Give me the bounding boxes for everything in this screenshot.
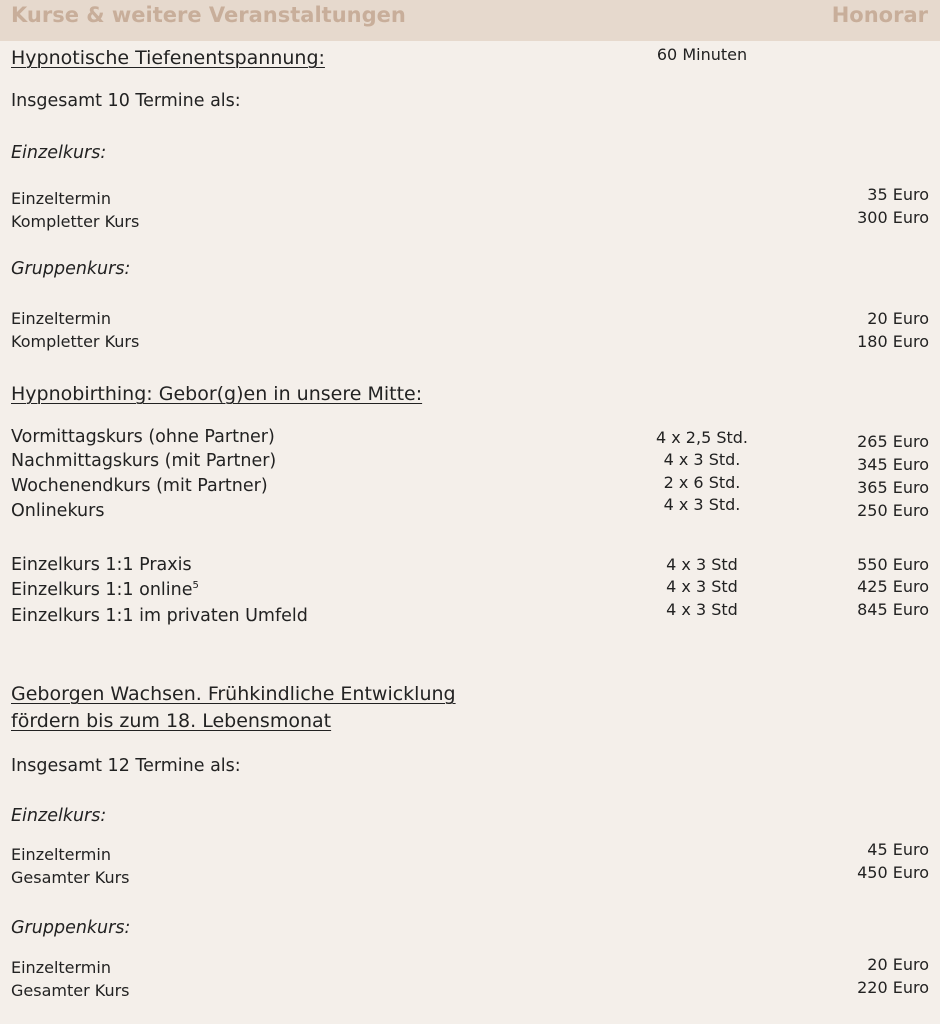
course-price: 250 Euro <box>857 501 929 520</box>
header-honorar: Honorar <box>831 3 928 27</box>
course-name: Onlinekurs <box>11 501 105 521</box>
section-heading-geborgen-line2: fördern bis zum 18. Lebensmonat <box>11 710 332 732</box>
course-duration: 2 x 6 Std. <box>663 473 741 492</box>
row-label: Kompletter Kurs <box>11 212 140 231</box>
footnote-marker: 5 <box>192 580 199 592</box>
row-price: 220 Euro <box>857 978 929 997</box>
course-name: Nachmittagskurs (mit Partner) <box>11 451 277 471</box>
row-price: 180 Euro <box>857 332 929 351</box>
subheading-einzelkurs: Einzelkurs: <box>11 143 107 163</box>
course-duration: 4 x 3 Std <box>666 577 738 596</box>
row-label: Kompletter Kurs <box>11 332 140 351</box>
course-duration: 4 x 3 Std. <box>663 495 741 514</box>
course-price: 345 Euro <box>857 455 929 474</box>
subheading-einzelkurs: Einzelkurs: <box>11 806 107 826</box>
row-price: 300 Euro <box>857 208 929 227</box>
section-heading-hypnose: Hypnotische Tiefenentspannung: <box>11 47 325 69</box>
course-name: Einzelkurs 1:1 Praxis <box>11 555 192 575</box>
subheading-gruppenkurs: Gruppenkurs: <box>11 259 131 279</box>
row-label: Gesamter Kurs <box>11 868 130 887</box>
header-title: Kurse & weitere Veranstaltungen <box>11 3 406 27</box>
course-name: Vormittagskurs (ohne Partner) <box>11 427 275 447</box>
row-price: 35 Euro <box>867 185 929 204</box>
intro-text: Insgesamt 10 Termine als: <box>11 91 241 111</box>
section-heading-geborgen-line1: Geborgen Wachsen. Frühkindliche Entwicklung <box>11 683 456 705</box>
subheading-gruppenkurs: Gruppenkurs: <box>11 918 131 938</box>
row-label: Einzeltermin <box>11 958 111 977</box>
row-label: Einzeltermin <box>11 309 111 328</box>
row-price: 45 Euro <box>867 840 929 859</box>
course-price: 425 Euro <box>857 577 929 596</box>
course-price: 265 Euro <box>857 432 929 451</box>
row-label: Einzeltermin <box>11 845 111 864</box>
course-name <box>11 580 199 600</box>
section-heading-hypnobirthing: Hypnobirthing: Gebor(g)en in unsere Mitte: <box>11 383 423 405</box>
course-price: 365 Euro <box>857 478 929 497</box>
row-label: Gesamter Kurs <box>11 981 130 1000</box>
course-price: 550 Euro <box>857 555 929 574</box>
course-name-text: Einzelkurs 1:1 online <box>11 580 193 600</box>
row-label: Einzeltermin <box>11 189 111 208</box>
row-price: 20 Euro <box>867 955 929 974</box>
intro-text: Insgesamt 12 Termine als: <box>11 756 241 776</box>
course-duration: 4 x 3 Std. <box>663 450 741 469</box>
course-name: Wochenendkurs (mit Partner) <box>11 476 268 496</box>
course-name: Einzelkurs 1:1 im privaten Umfeld <box>11 606 308 626</box>
course-duration: 4 x 2,5 Std. <box>655 428 749 447</box>
course-price: 845 Euro <box>857 600 929 619</box>
duration-value: 60 Minuten <box>656 45 748 64</box>
row-price: 450 Euro <box>857 863 929 882</box>
row-price: 20 Euro <box>867 309 929 328</box>
course-duration: 4 x 3 Std <box>666 600 738 619</box>
course-duration: 4 x 3 Std <box>666 555 738 574</box>
